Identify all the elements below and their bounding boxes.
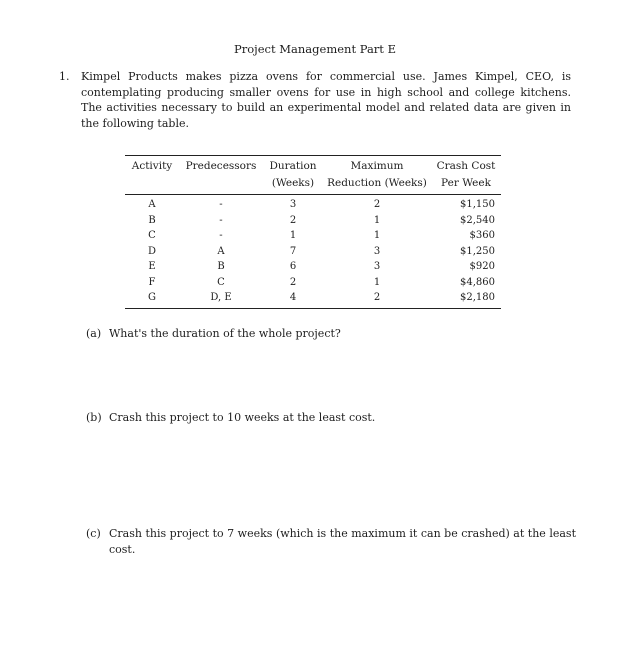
- cell-activity: E: [148, 261, 156, 272]
- header-max-reduction-unit: Reduction (Weeks): [323, 175, 431, 195]
- cell-duration: 1: [289, 230, 297, 241]
- cell-crash-cost: $1,250: [460, 245, 495, 257]
- table-body: [125, 195, 501, 309]
- table-row: [125, 244, 501, 260]
- problem-intro: Kimpel Products makes pizza ovens for commercial use. James Kimpel, CEO, is contemplating producing smaller ovens for use in high school and college kitchens. The activities necessary to build an experimental model and related data are given in the following table.: [81, 70, 571, 130]
- cell-crash-cost: $4,860: [460, 276, 495, 288]
- header-max-reduction: Maximum: [323, 156, 431, 176]
- cell-max-reduction: 2: [373, 199, 381, 210]
- header-activity-sub: [125, 175, 179, 195]
- question-a: [86, 326, 576, 342]
- table-row: [125, 290, 501, 308]
- cell-predecessors: -: [219, 214, 223, 226]
- problem-1: [59, 69, 571, 131]
- cell-activity: A: [148, 199, 156, 210]
- cell-crash-cost: $1,150: [460, 199, 495, 210]
- question-c-label: (c): [86, 527, 101, 540]
- cell-duration: 7: [289, 245, 297, 257]
- cell-max-reduction: 1: [373, 276, 381, 288]
- cell-duration: 2: [289, 214, 297, 226]
- header-activity: Activity: [125, 156, 179, 176]
- question-c: [86, 526, 576, 557]
- cell-duration: 3: [289, 199, 297, 210]
- cell-max-reduction: 1: [373, 230, 381, 241]
- cell-predecessors: -: [219, 230, 223, 241]
- problem-number: 1.: [59, 70, 70, 83]
- table-row: [125, 275, 501, 291]
- cell-duration: 6: [289, 261, 297, 272]
- table-row: [125, 228, 501, 244]
- header-duration-unit: (Weeks): [263, 175, 323, 195]
- header-predecessors-sub: [179, 175, 263, 195]
- cell-activity: B: [148, 214, 156, 226]
- cell-activity: F: [148, 276, 156, 288]
- question-b: [86, 410, 576, 426]
- table-row: [125, 259, 501, 275]
- question-a-label: (a): [86, 327, 102, 340]
- question-c-text: Crash this project to 7 weeks (which is the maximum it can be crashed) at the least cost.: [109, 527, 576, 556]
- cell-crash-cost: $920: [469, 261, 495, 272]
- cell-duration: 2: [289, 276, 297, 288]
- cell-predecessors: D, E: [179, 290, 263, 308]
- cell-activity: D: [147, 245, 157, 257]
- cell-activity: G: [125, 290, 179, 308]
- cell-max-reduction: 2: [323, 290, 431, 308]
- header-crash-cost: Crash Cost: [431, 156, 501, 176]
- cell-predecessors: C: [217, 276, 225, 288]
- question-b-label: (b): [86, 411, 102, 424]
- cell-predecessors: -: [219, 199, 223, 210]
- header-predecessors: Predecessors: [179, 156, 263, 176]
- cell-max-reduction: 1: [373, 214, 381, 226]
- cell-crash-cost: $2,180: [431, 290, 501, 308]
- cell-predecessors: A: [217, 245, 225, 257]
- cell-crash-cost: $360: [469, 230, 495, 241]
- cell-activity: C: [148, 230, 156, 241]
- cell-crash-cost: $2,540: [460, 214, 495, 226]
- cell-max-reduction: 3: [373, 261, 381, 272]
- activity-table: [125, 155, 501, 309]
- question-b-text: Crash this project to 10 weeks at the least cost.: [109, 411, 376, 424]
- header-duration: Duration: [263, 156, 323, 176]
- cell-duration: 4: [263, 290, 323, 308]
- table-row: [125, 195, 501, 213]
- question-a-text: What's the duration of the whole project?: [109, 327, 341, 340]
- page-title: Project Management Part E: [234, 42, 396, 56]
- header-crash-cost-unit: Per Week: [431, 175, 501, 195]
- table-row: [125, 213, 501, 229]
- cell-predecessors: B: [217, 261, 225, 272]
- cell-max-reduction: 3: [373, 245, 381, 257]
